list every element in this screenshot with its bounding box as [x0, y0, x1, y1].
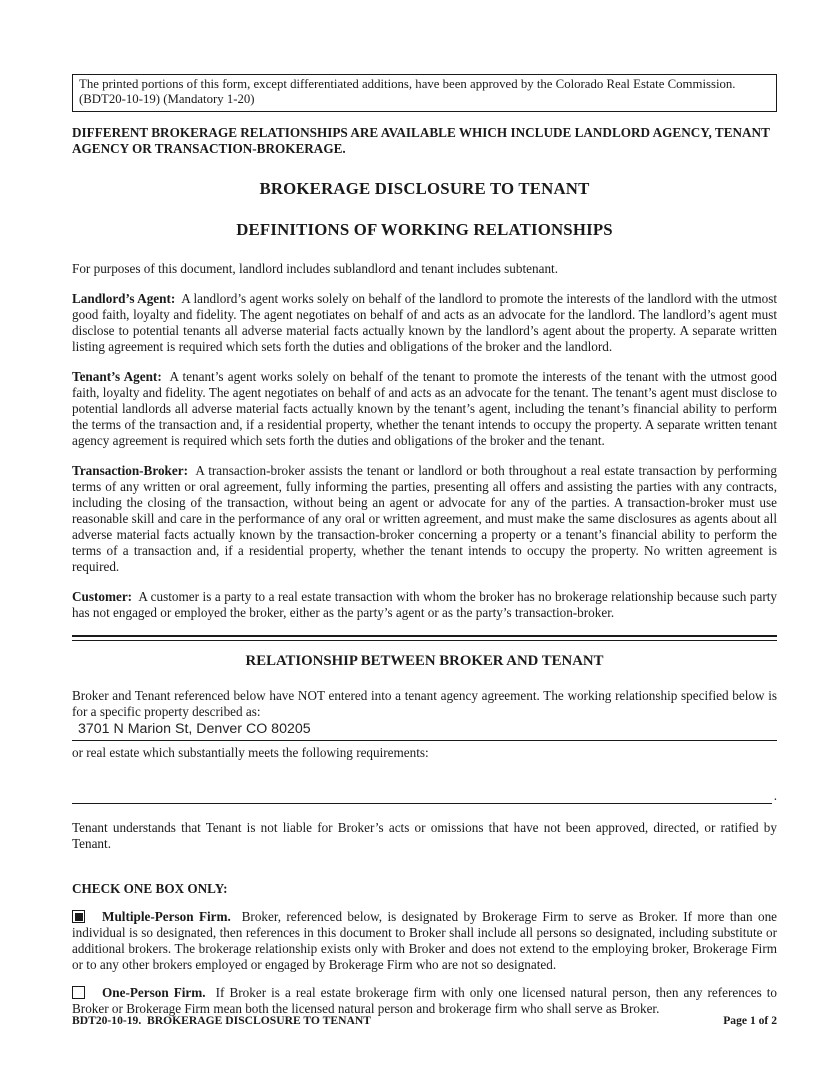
definition-text: A customer is a party to a real estate transaction with whom the broker has no brokerage relationship because such party has not engaged or employed the broker, either as the party’s agent or as the party’s transaction-broker.	[72, 589, 777, 620]
definition-text: A landlord’s agent works solely on behalf of the landlord to promote the interests of the landlord with the utmost good faith, loyalty and fidelity. The agent negotiates on behalf of and acts as an advocate for the landlord. The landlord’s agent must disclose to potential tenants all adverse material facts actually known by the landlord’s agent about the property. A separate written listing agreement is required which sets forth the duties and obligations of the broker and the landlord.	[72, 291, 777, 354]
brokerage-relationships-notice: DIFFERENT BROKERAGE RELATIONSHIPS ARE AVAILABLE WHICH INCLUDE LANDLORD AGENCY, TENANT AGENCY OR TRANSACTION-BROKERAGE.	[72, 125, 770, 156]
option-label: One-Person Firm.	[102, 985, 206, 1000]
approval-box-line2: (BDT20-10-19) (Mandatory 1-20)	[79, 92, 255, 106]
definition-term: Customer:	[72, 589, 133, 604]
blank-line-period: .	[773, 788, 777, 803]
definition-tenants-agent	[72, 369, 777, 449]
document-content	[72, 0, 777, 1017]
option-multiple-person-firm	[72, 909, 777, 973]
relationship-intro: Broker and Tenant referenced below have NOT entered into a tenant agency agreement. The working relationship specified below is for a specific property described as:	[72, 688, 777, 719]
definition-text: A tenant’s agent works solely on behalf of the tenant to promote the interests of the tenant with the utmost good faith, loyalty and fidelity. The agent negotiates on behalf of and acts as an advocate for the tenant. The tenant’s agent must disclose to potential landlords all adverse material facts actually known by the tenant’s agent, including the tenant’s financial ability to perform the terms of the transaction and, if a residential property, whether the tenant intends to occupy the property. A separate written tenant agency agreement is required which sets forth the duties and obligations of the broker and the tenant.	[72, 369, 777, 448]
property-address-field[interactable]: 3701 N Marion St, Denver CO 80205	[72, 720, 777, 741]
liability-paragraph: Tenant understands that Tenant is not liable for Broker’s acts or omissions that have not been approved, directed, or ratified by Tenant.	[72, 820, 777, 851]
definition-term: Tenant’s Agent:	[72, 369, 162, 384]
page-footer	[72, 1013, 777, 1029]
approval-box-line1: The printed portions of this form, except differentiated additions, have been approved by the Colorado Real Estate Commission.	[79, 77, 736, 91]
page-subtitle: DEFINITIONS OF WORKING RELATIONSHIPS	[236, 220, 613, 239]
option-label: Multiple-Person Firm.	[102, 909, 231, 924]
definition-landlords-agent	[72, 291, 777, 355]
definition-term: Landlord’s Agent:	[72, 291, 176, 306]
section-divider	[72, 635, 777, 641]
page-title: BROKERAGE DISCLOSURE TO TENANT	[259, 179, 590, 198]
multiple-person-firm-checkbox[interactable]	[72, 910, 85, 923]
option-text: Broker, referenced below, is designated by Brokerage Firm to serve as Broker. If more than one individual is so designated, then references in this document to Broker shall include all persons so designated, including substitute or additional brokers. The brokerage relationship exists only with Broker and does not extend to the employing broker, Brokerage Firm or to any other brokers employed or engaged by Brokerage Firm who are not so designated.	[72, 909, 778, 972]
approval-box	[72, 74, 777, 112]
footer-form-id: BDT20-10-19. BROKERAGE DISCLOSURE TO TENANT	[72, 1014, 371, 1027]
requirements-blank-field[interactable]	[72, 789, 772, 804]
definition-transaction-broker	[72, 463, 777, 575]
requirements-blank-row	[72, 788, 777, 804]
definition-term: Transaction-Broker:	[72, 463, 188, 478]
definition-customer	[72, 589, 777, 621]
alt-requirements-label: or real estate which substantially meets the following requirements:	[72, 745, 429, 760]
intro-paragraph: For purposes of this document, landlord includes sublandlord and tenant includes subtenant.	[72, 261, 559, 276]
relationship-section-heading: RELATIONSHIP BETWEEN BROKER AND TENANT	[245, 653, 604, 669]
definition-text: A transaction-broker assists the tenant or landlord or both throughout a real estate transaction by performing terms of any written or oral agreement, fully informing the parties, presenting all offers and assisting the parties with any contracts, including the closing of the transaction, without being an agent or advocate for any of the parties. A transaction-broker must use reasonable skill and care in the performance of any oral or written agreement, and must make the same disclosures as agents about all adverse material facts actually known by the transaction-broker concerning a property or a tenant’s financial ability to perform the terms of a transaction and, if a residential property, whether the tenant intends to occupy the property. No written agreement is required.	[72, 463, 777, 574]
check-one-box-heading: CHECK ONE BOX ONLY:	[72, 881, 228, 896]
footer-page-number: Page 1 of 2	[723, 1014, 777, 1027]
one-person-firm-checkbox[interactable]	[72, 986, 85, 999]
option-text: If Broker is a real estate brokerage firm with only one licensed natural person, then any references to Broker or Brokerage Firm mean both the licensed natural person and brokerage firm who shall serve as Broker.	[72, 985, 778, 1016]
